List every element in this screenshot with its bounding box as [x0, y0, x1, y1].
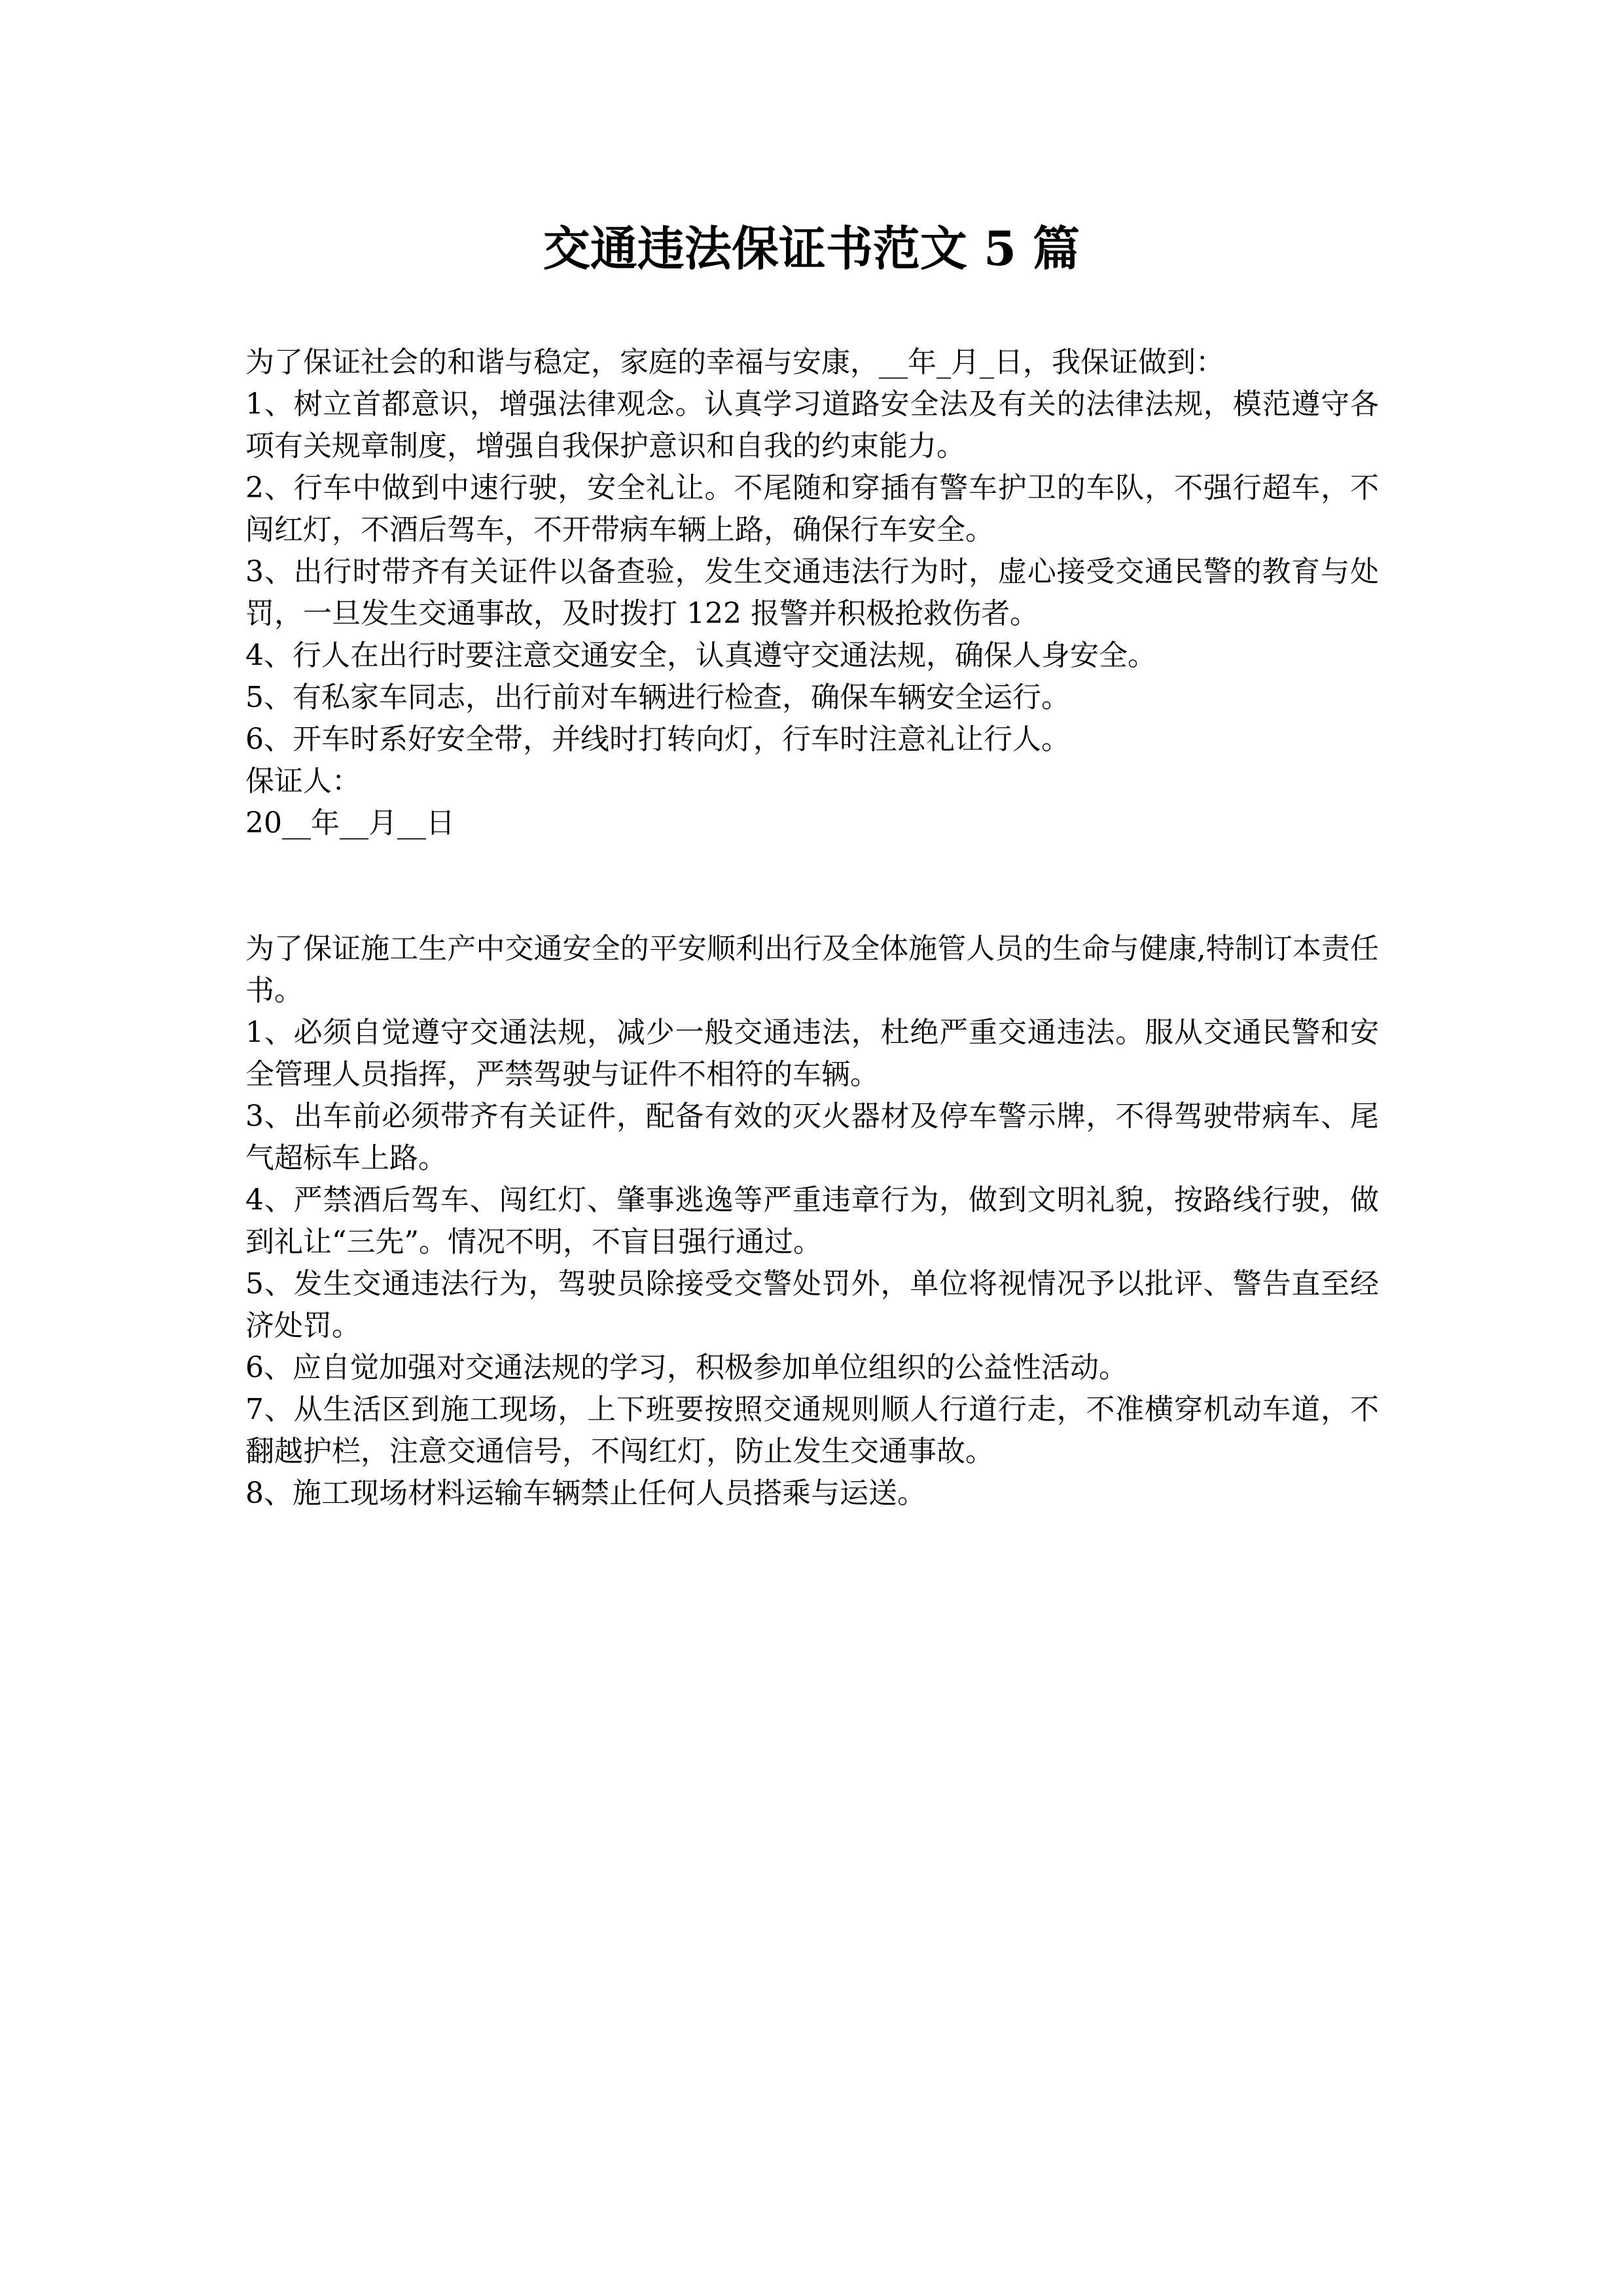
paragraph: 1、树立首都意识，增强法律观念。认真学习道路安全法及有关的法律法规，模范遵守各项有关规章制度，增强自我保护意识和自我的约束能力。	[245, 387, 1379, 463]
paragraph: 8、施工现场材料运输车辆禁止任何人员搭乘与运送。	[245, 1477, 926, 1510]
section-spacer	[245, 844, 1379, 886]
date-line: 20__年__月__日	[245, 806, 455, 840]
paragraph: 6、开车时系好安全带，并线时打转向灯，行车时注意礼让行人。	[245, 723, 1070, 756]
paragraph: 2、行车中做到中速行驶，安全礼让。不尾随和穿插有警车护卫的车队，不强行超车，不闯红灯，不酒后驾车，不开带病车辆上路，确保行车安全。	[245, 471, 1379, 547]
paragraph: 3、出车前必须带齐有关证件，配备有效的灭火器材及停车警示牌，不得驾驶带病车、尾气超标车上路。	[245, 1100, 1379, 1175]
paragraph: 3、出行时带齐有关证件以备查验，发生交通违法行为时，虚心接受交通民警的教育与处罚，一旦发生交通事故，及时拨打 122 报警并积极抢救伤者。	[245, 555, 1379, 630]
document-body	[245, 342, 1379, 1515]
paragraph: 4、行人在出行时要注意交通安全，认真遵守交通法规，确保人身安全。	[245, 639, 1156, 672]
paragraph: 5、有私家车同志，出行前对车辆进行检查，确保车辆安全运行。	[245, 681, 1070, 714]
page-title: 交通违法保证书范文 5 篇	[543, 221, 1080, 277]
paragraph: 5、发生交通违法行为，驾驶员除接受交警处罚外，单位将视情况予以批评、警告直至经济处罚。	[245, 1267, 1379, 1342]
section-pledge-two	[245, 928, 1379, 1515]
section-pledge-one	[245, 342, 1379, 844]
paragraph: 1、必须自觉遵守交通法规，减少一般交通违法，杜绝严重交通违法。服从交通民警和安全管理人员指挥，严禁驾驶与证件不相符的车辆。	[245, 1016, 1379, 1091]
paragraph: 6、应自觉加强对交通法规的学习，积极参加单位组织的公益性活动。	[245, 1351, 1128, 1384]
signature-line: 保证人：	[245, 764, 361, 798]
section-spacer	[245, 886, 1379, 928]
paragraph: 为了保证施工生产中交通安全的平安顺利出行及全体施管人员的生命与健康,特制订本责任书。	[245, 932, 1379, 1007]
paragraph: 为了保证社会的和谐与稳定，家庭的幸福与安康，__年_月_日，我保证做到：	[245, 346, 1224, 379]
paragraph: 4、严禁酒后驾车、闯红灯、肇事逃逸等严重违章行为，做到文明礼貌，按路线行驶，做到礼让“三先”。情况不明，不盲目强行通过。	[245, 1183, 1379, 1259]
paragraph: 7、从生活区到施工现场，上下班要按照交通规则顺人行道行走，不准横穿机动车道，不翻越护栏，注意交通信号，不闯红灯，防止发生交通事故。	[245, 1393, 1379, 1468]
